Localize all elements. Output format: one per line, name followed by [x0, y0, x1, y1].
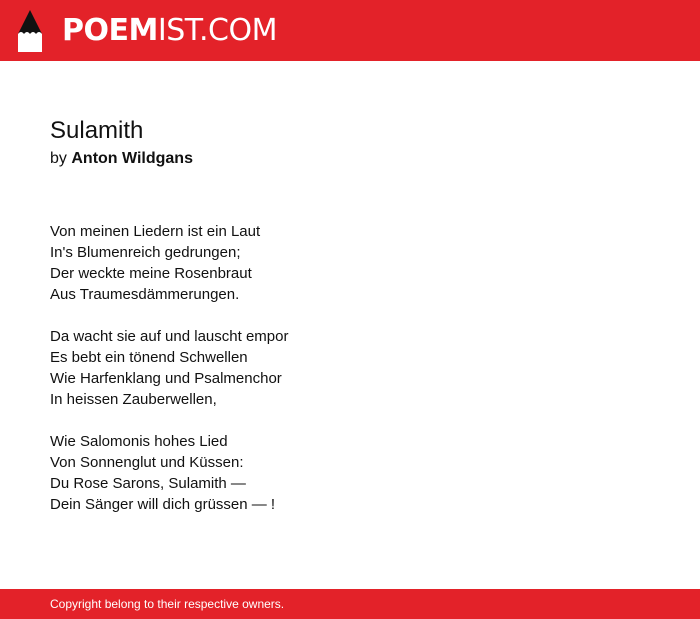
poem-byline	[50, 148, 650, 170]
site-logo-text	[62, 10, 277, 52]
poem-line: In heissen Zauberwellen,	[50, 391, 217, 408]
stanza-3	[50, 431, 650, 515]
poem-content	[50, 116, 650, 536]
pencil-tip-icon	[18, 10, 42, 52]
poem-stanzas	[50, 221, 650, 515]
poem-line: Du Rose Sarons, Sulamith —	[50, 475, 246, 492]
logo-text-light: IST.COM	[157, 13, 277, 48]
byline-prefix: by	[50, 150, 67, 167]
copyright-text: Copyright belong to their respective owners.	[50, 597, 285, 611]
site-header	[0, 0, 700, 61]
site-footer	[0, 589, 700, 619]
poem-author: Anton Wildgans	[71, 150, 193, 167]
poem-title: Sulamith	[50, 117, 144, 144]
poem-line: Wie Salomonis hohes Lied	[50, 433, 228, 450]
poem-line: Wie Harfenklang und Psalmenchor	[50, 370, 282, 387]
site-logo-link[interactable]	[18, 10, 277, 52]
stanza-1	[50, 221, 650, 305]
poem-line: Von Sonnenglut und Küssen:	[50, 454, 244, 471]
poem-line: Dein Sänger will dich grüssen — !	[50, 496, 276, 513]
poem-line: In's Blumenreich gedrungen;	[50, 244, 241, 261]
poem-line: Von meinen Liedern ist ein Laut	[50, 223, 261, 240]
poem-line: Der weckte meine Rosenbraut	[50, 265, 252, 282]
stanza-2	[50, 326, 650, 410]
logo-text-bold: POEM	[62, 13, 158, 48]
poem-line: Da wacht sie auf und lauscht empor	[50, 328, 289, 345]
poem-line: Es bebt ein tönend Schwellen	[50, 349, 248, 366]
poem-line: Aus Traumesdämmerungen.	[50, 286, 240, 303]
